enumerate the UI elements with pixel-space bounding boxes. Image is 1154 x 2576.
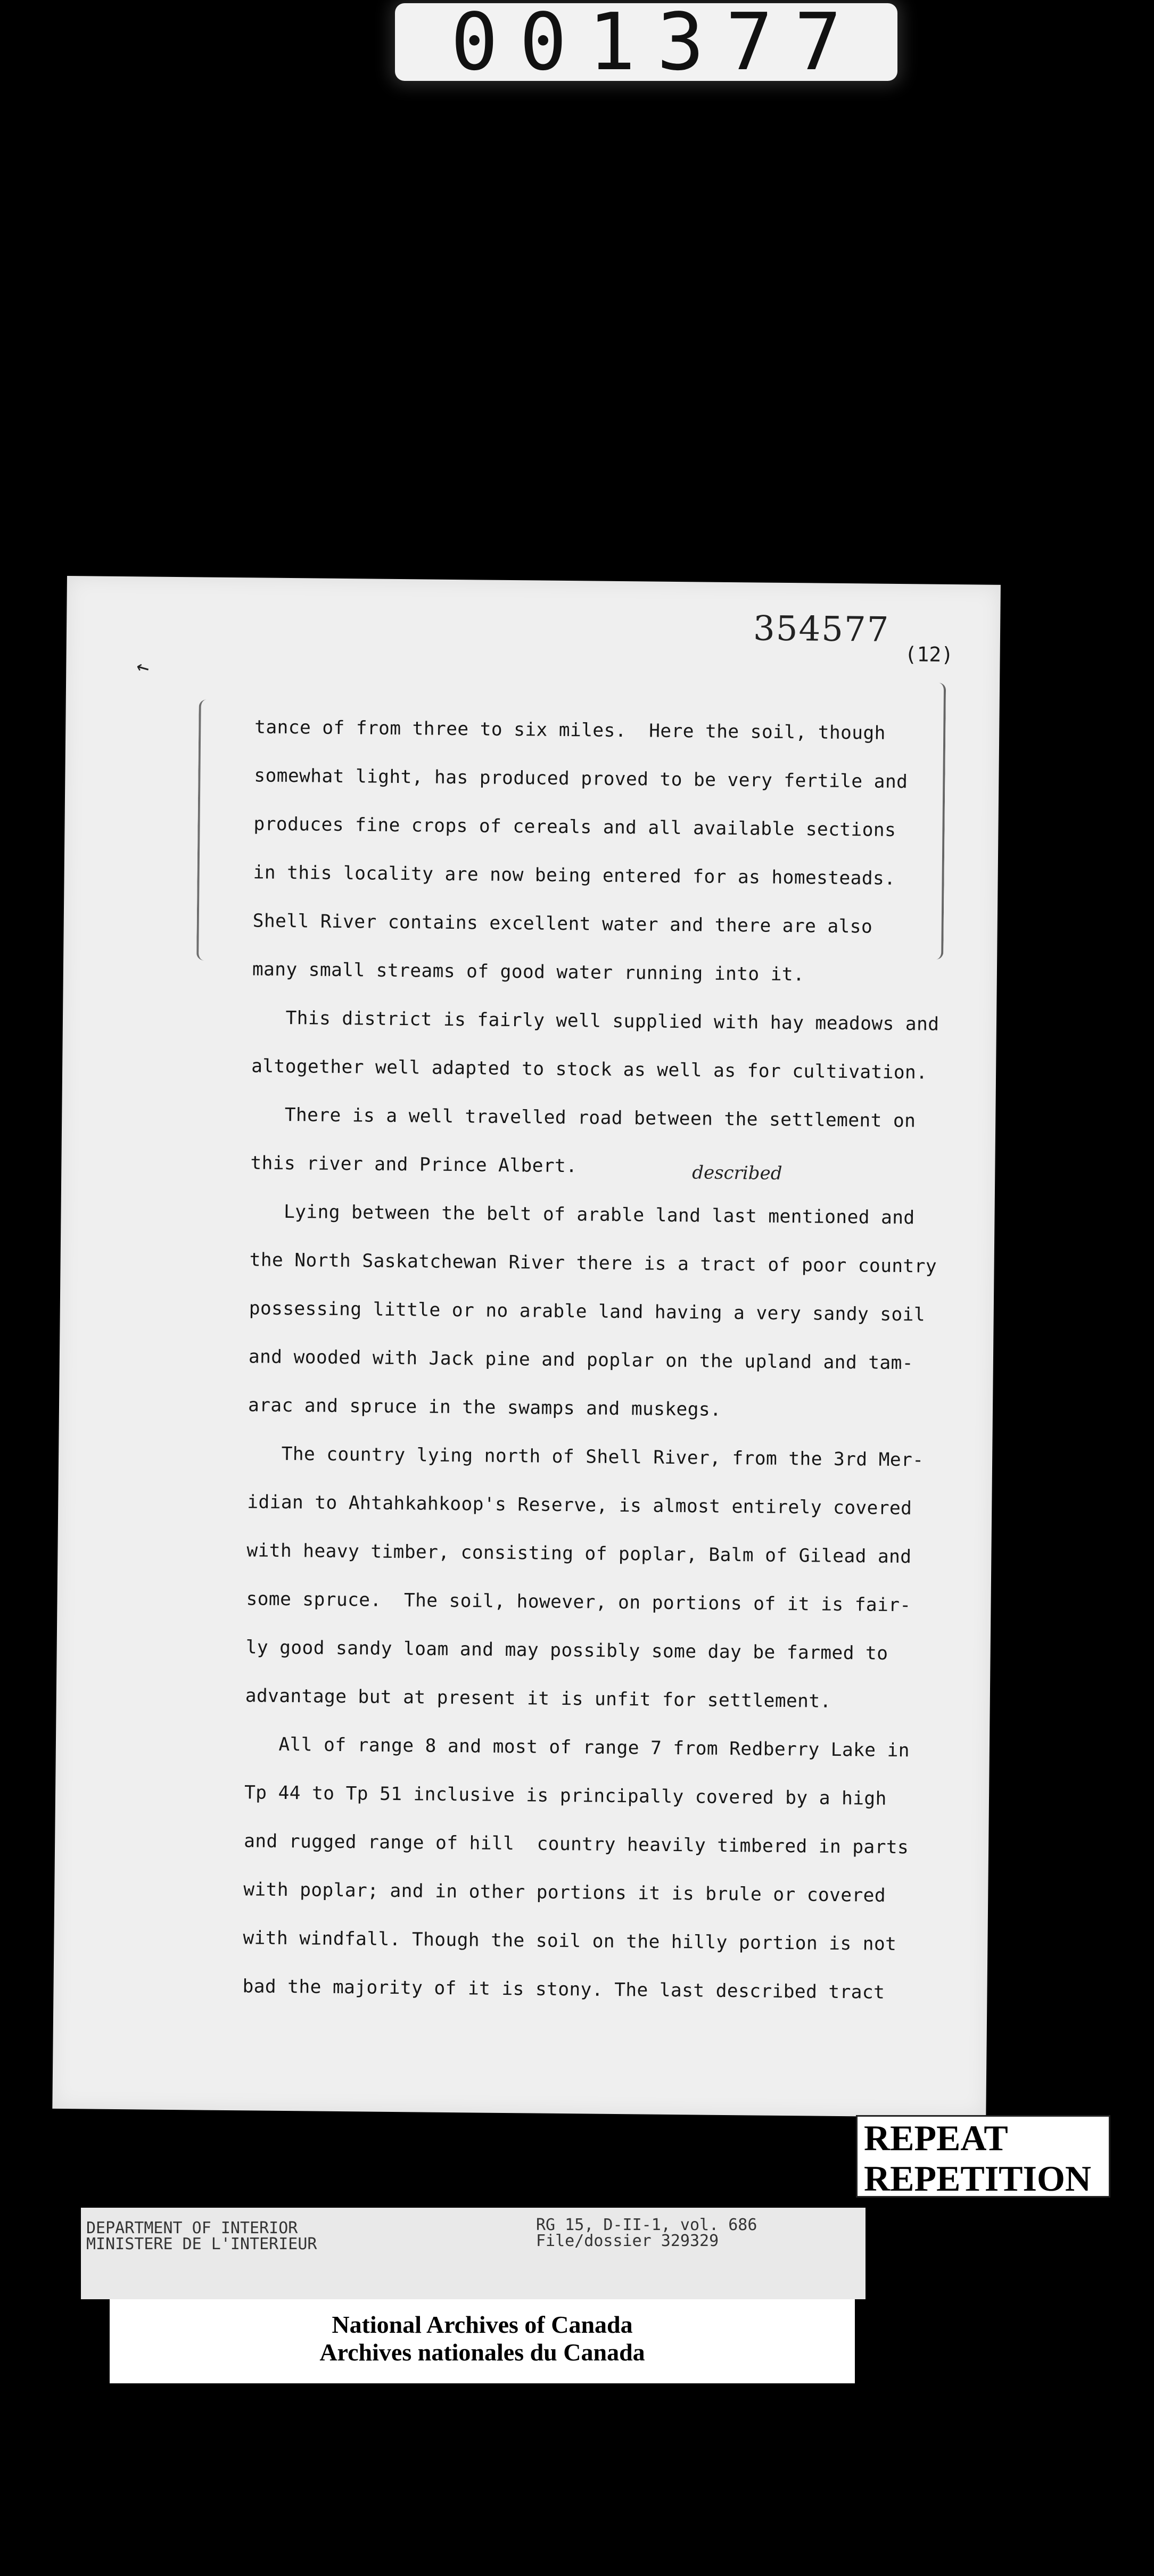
archives-name-en: National Archives of Canada xyxy=(332,2311,633,2338)
record-reference xyxy=(536,2217,757,2249)
text-line: this river and Prince Albert. xyxy=(250,1152,578,1177)
text-line: The country lying north of Shell River, from the 3rd Mer- xyxy=(247,1443,924,1471)
text-line: somewhat light, has produced proved to be very fertile and xyxy=(254,765,908,793)
text-line: This district is fairly well supplied with hay meadows and xyxy=(251,1007,939,1035)
text-line: with poplar; and in other portions it is brule or covered xyxy=(243,1879,886,1906)
text-line: All of range 8 and most of range 7 from Redberry Lake in xyxy=(244,1733,910,1762)
text-line: with windfall. Though the soil on the hilly portion is not xyxy=(243,1927,897,1955)
text-line: ly good sandy loam and may possibly some day be farmed to xyxy=(245,1637,888,1664)
text-line: There is a well travelled road between the settlement on xyxy=(251,1104,916,1132)
frame-number: 001377 xyxy=(395,3,897,81)
text-line: Shell River contains excellent water and there are also xyxy=(252,910,873,938)
text-line: advantage but at present it is unfit for settlement. xyxy=(245,1685,831,1712)
text-line: with heavy timber, consisting of poplar, Balm of Gilead and xyxy=(246,1540,912,1568)
text-line: some spruce. The soil, however, on portions of it is fair- xyxy=(246,1588,911,1616)
text-line: and wooded with Jack pine and poplar on the upland and tam- xyxy=(248,1346,914,1374)
text-line: altogether well adapted to stock as well as for cultivation. xyxy=(251,1055,928,1084)
file-number: File/dossier 329329 xyxy=(536,2232,719,2250)
typed-page xyxy=(52,576,1001,2118)
margin-bracket-left xyxy=(196,699,209,960)
typed-text-body xyxy=(242,703,958,2018)
text-line: Lying between the belt of arable land last mentioned and xyxy=(250,1201,915,1229)
text-line: and rugged range of hill country heavily timbered in parts xyxy=(244,1830,909,1859)
text-line: tance of from three to six miles. Here the soil, though xyxy=(254,716,886,744)
text-line: many small streams of good water running into it. xyxy=(252,959,805,986)
text-line: in this locality are now being entered for as homesteads. xyxy=(253,862,896,889)
archive-stamp-number: 354577 xyxy=(753,609,890,650)
text-line: produces fine crops of cereals and all available sections xyxy=(253,813,896,841)
record-group-volume: RG 15, D-II-1, vol. 686 xyxy=(536,2216,757,2234)
page-number: (12) xyxy=(904,642,954,666)
department-name-fr: MINISTERE DE L'INTERIEUR xyxy=(86,2235,317,2253)
text-line: arac and spruce in the swamps and muskegs. xyxy=(248,1394,722,1421)
department-label xyxy=(81,2208,865,2299)
text-line: bad the majority of it is stony. The last described tract xyxy=(242,1976,885,2003)
repeat-label-line2: REPETITION xyxy=(864,2158,1091,2199)
repeat-label-line1: REPEAT xyxy=(864,2118,1008,2158)
text-line: the North Saskatchewan River there is a tract of poor country xyxy=(249,1249,937,1277)
text-line: Tp 44 to Tp 51 inclusive is principally covered by a high xyxy=(244,1782,887,1810)
department-name-en: DEPARTMENT OF INTERIOR xyxy=(86,2219,298,2238)
archives-name-fr: Archives nationales du Canada xyxy=(319,2339,645,2366)
text-line: idian to Ahtahkahkoop's Reserve, is almost entirely covered xyxy=(247,1491,912,1520)
text-line: possessing little or no arable land having a very sandy soil xyxy=(249,1298,926,1326)
margin-tick-mark: ↖ xyxy=(130,652,154,680)
department-names xyxy=(86,2220,317,2252)
repeat-label xyxy=(856,2115,1110,2198)
archives-label xyxy=(110,2299,855,2383)
handwritten-insertion: described xyxy=(692,1162,782,1184)
